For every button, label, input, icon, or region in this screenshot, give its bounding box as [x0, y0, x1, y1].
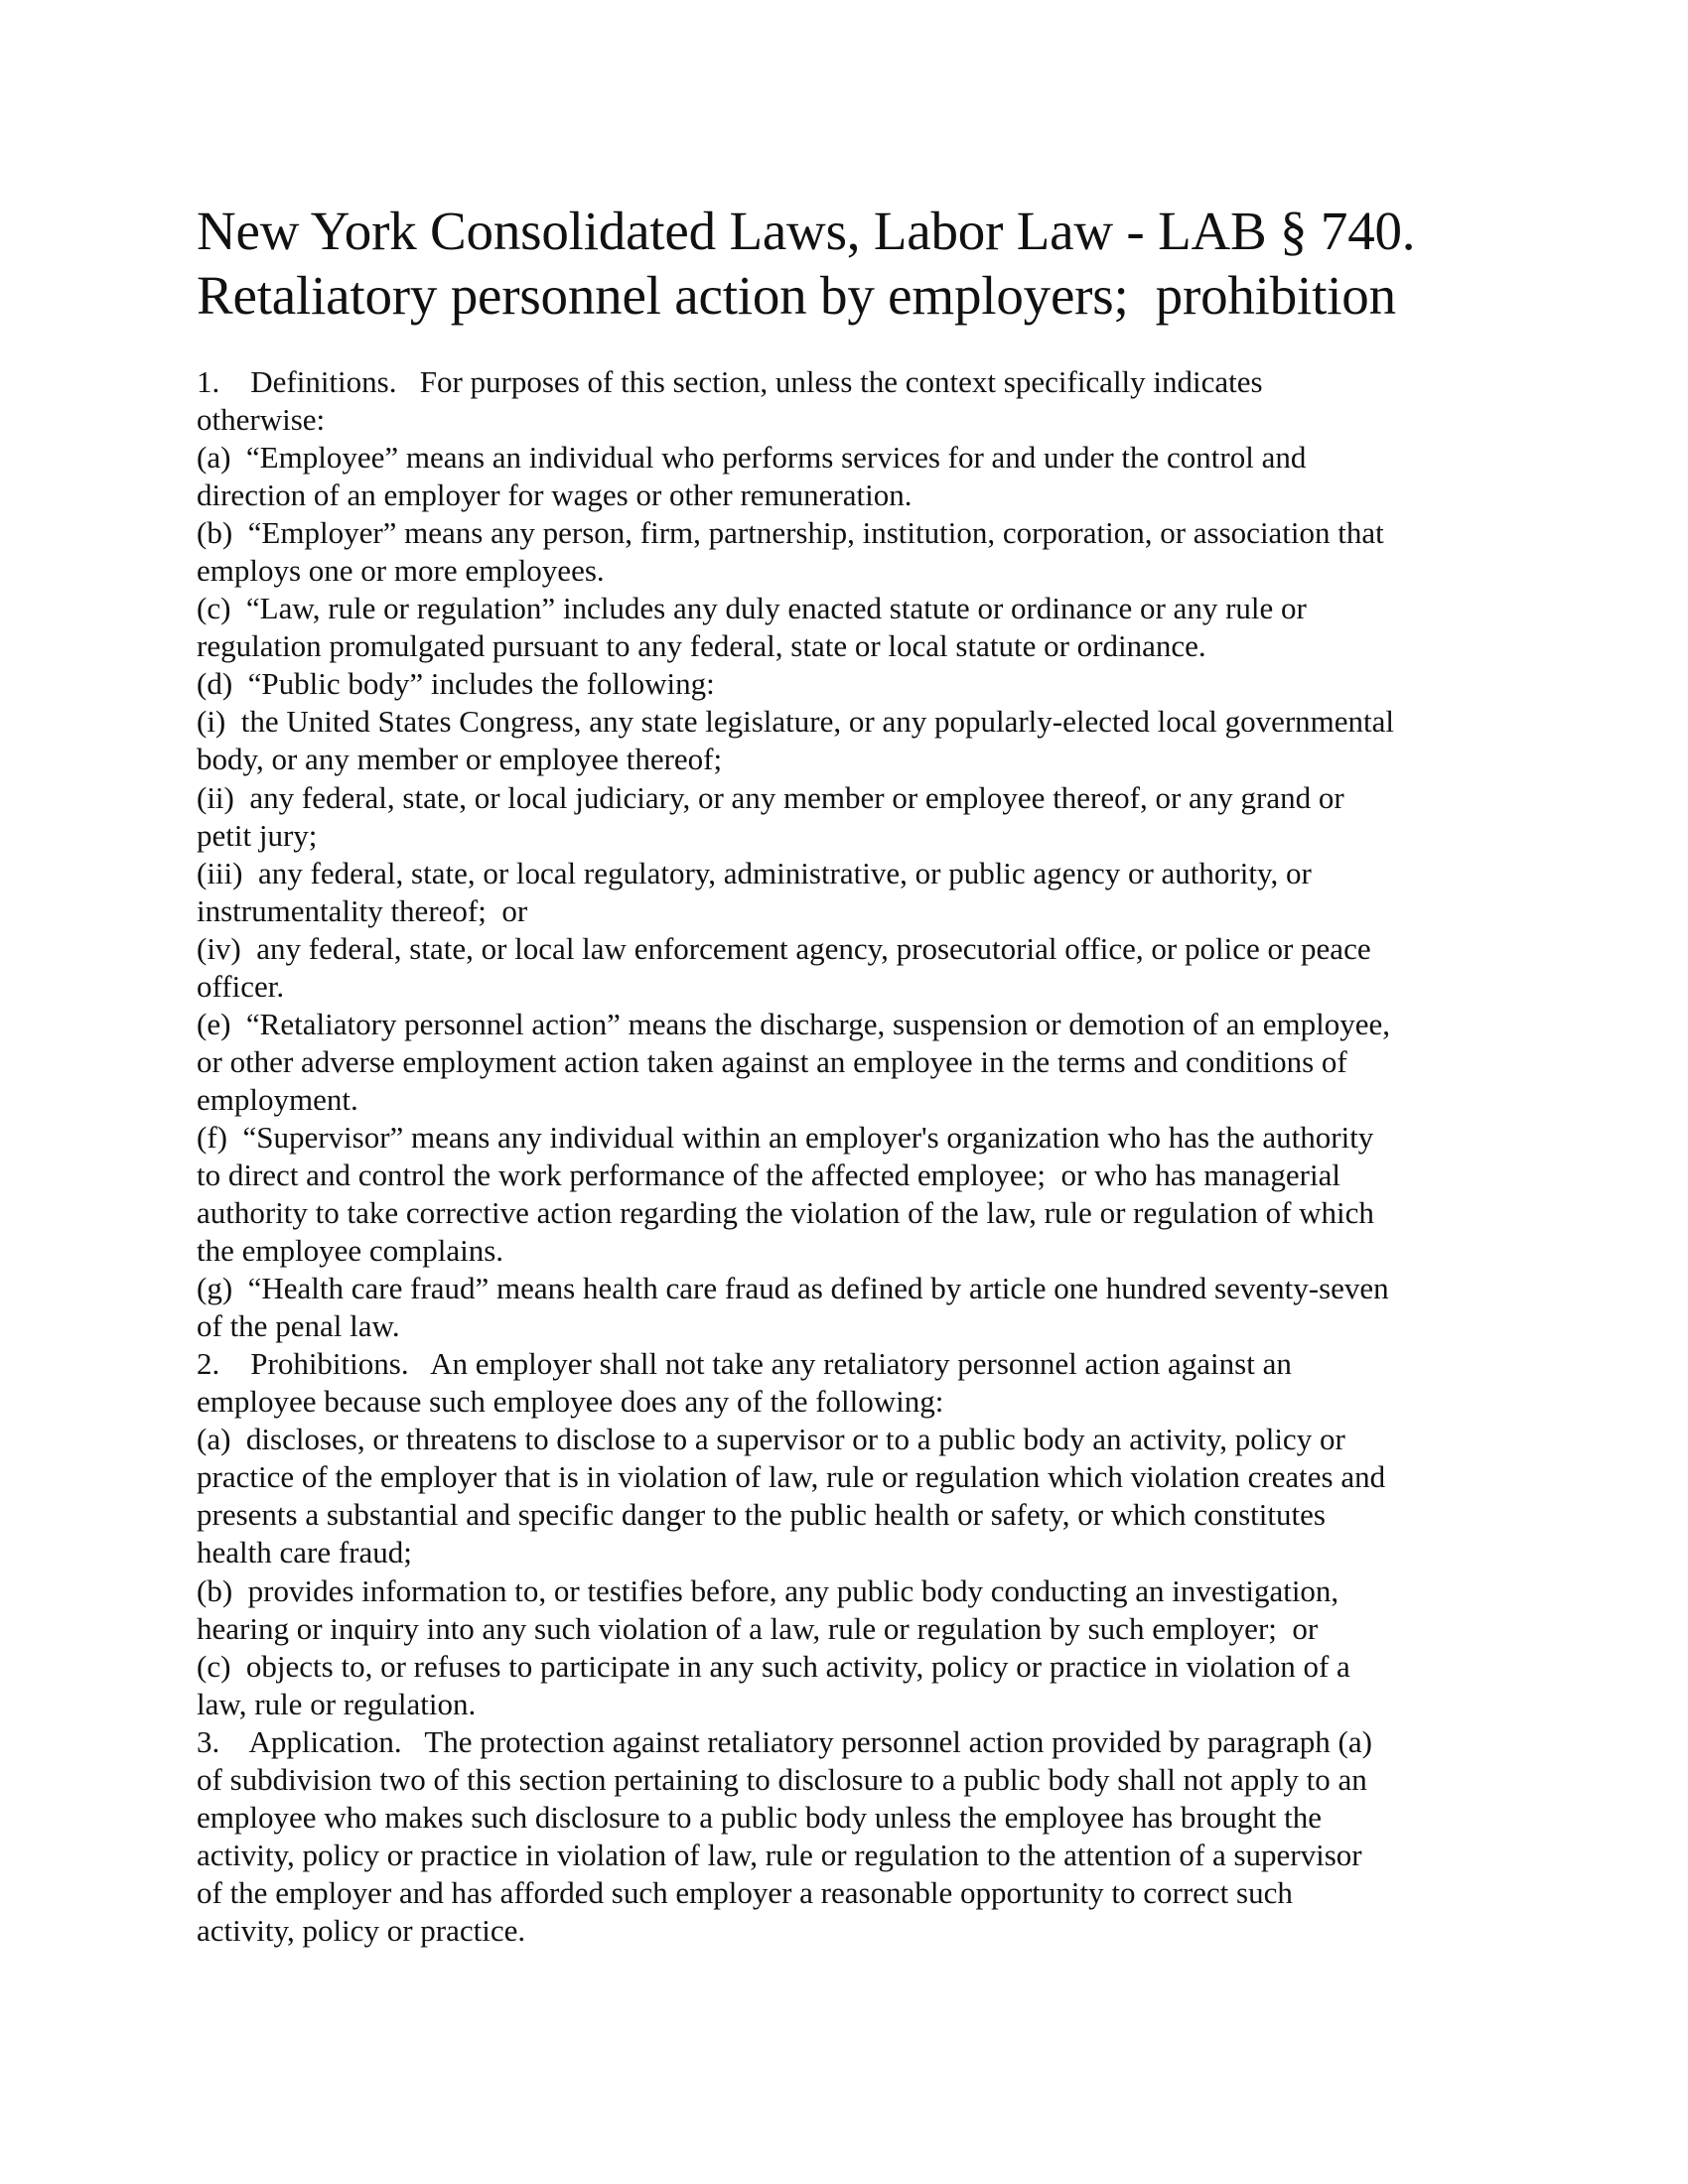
- text-line: (a) discloses, or threatens to disclose to a supervisor or to a public body an activity, policy or: [197, 1422, 1345, 1457]
- text-line: (b) “Employer” means any person, firm, partnership, institution, corporation, or association that: [197, 515, 1384, 551]
- text-line: otherwise:: [197, 402, 326, 438]
- text-line: authority to take corrective action regarding the violation of the law, rule or regulation of which: [197, 1195, 1374, 1231]
- text-line: (i) the United States Congress, any state legislature, or any popularly-elected local governmental: [197, 704, 1395, 740]
- document-title: [197, 199, 1507, 328]
- text-line: (ii) any federal, state, or local judiciary, or any member or employee thereof, or any grand or: [197, 779, 1344, 815]
- text-line: activity, policy or practice in violation of law, rule or regulation to the attention of a supervisor: [197, 1837, 1362, 1872]
- text-line: employee who makes such disclosure to a public body unless the employee has brought the: [197, 1799, 1322, 1835]
- text-line: activity, policy or practice.: [197, 1912, 526, 1948]
- text-line: 3. Application. The protection against retaliatory personnel action provided by paragraph (a): [197, 1723, 1372, 1759]
- text-line: instrumentality thereof; or: [197, 892, 528, 928]
- text-line: of the employer and has afforded such employer a reasonable opportunity to correct such: [197, 1874, 1293, 1910]
- text-line: 1. Definitions. For purposes of this section, unless the context specifically indicates: [197, 364, 1263, 399]
- text-line: health care fraud;: [197, 1535, 412, 1570]
- text-line: employment.: [197, 1081, 358, 1117]
- text-line: regulation promulgated pursuant to any federal, state or local statute or ordinance.: [197, 628, 1206, 664]
- text-line: employs one or more employees.: [197, 553, 605, 589]
- text-line: (c) “Law, rule or regulation” includes any duly enacted statute or ordinance or any rule or: [197, 591, 1307, 626]
- text-line: (f) “Supervisor” means any individual within an employer's organization who has the authority: [197, 1119, 1374, 1155]
- text-line: petit jury;: [197, 817, 318, 853]
- text-line: (e) “Retaliatory personnel action” means the discharge, suspension or demotion of an employee,: [197, 1006, 1391, 1041]
- title-line: New York Consolidated Laws, Labor Law - LAB § 740.: [197, 201, 1416, 261]
- text-line: (b) provides information to, or testifies before, any public body conducting an investigation,: [197, 1572, 1339, 1608]
- text-line: of the penal law.: [197, 1308, 400, 1344]
- text-line: officer.: [197, 968, 285, 1004]
- text-line: or other adverse employment action taken against an employee in the terms and conditions of: [197, 1043, 1347, 1079]
- text-line: the employee complains.: [197, 1233, 504, 1269]
- text-line: 2. Prohibitions. An employer shall not take any retaliatory personnel action against an: [197, 1346, 1292, 1382]
- text-line: body, or any member or employee thereof;: [197, 742, 723, 777]
- title-line: Retaliatory personnel action by employers; prohibition: [197, 265, 1396, 326]
- text-line: (d) “Public body” includes the following:: [197, 666, 715, 702]
- text-line: employee because such employee does any of the following:: [197, 1384, 944, 1420]
- text-line: presents a substantial and specific danger to the public health or safety, or which constitutes: [197, 1497, 1326, 1533]
- text-line: of subdivision two of this section pertaining to disclosure to a public body shall not apply to an: [197, 1761, 1367, 1797]
- text-line: practice of the employer that is in violation of law, rule or regulation which violation creates and: [197, 1459, 1386, 1495]
- text-line: to direct and control the work performance of the affected employee; or who has managerial: [197, 1157, 1340, 1192]
- text-line: (a) “Employee” means an individual who performs services for and under the control and: [197, 440, 1307, 476]
- statute-body: [197, 363, 1517, 1950]
- text-line: law, rule or regulation.: [197, 1686, 477, 1721]
- text-line: hearing or inquiry into any such violation of a law, rule or regulation by such employer; or: [197, 1610, 1319, 1646]
- text-line: (iv) any federal, state, or local law enforcement agency, prosecutorial office, or police or peace: [197, 930, 1371, 966]
- text-line: (c) objects to, or refuses to participate in any such activity, policy or practice in violation of a: [197, 1648, 1350, 1684]
- text-line: (iii) any federal, state, or local regulatory, administrative, or public agency or authority, or: [197, 855, 1312, 890]
- text-line: (g) “Health care fraud” means health care fraud as defined by article one hundred seventy-seven: [197, 1271, 1389, 1306]
- text-line: direction of an employer for wages or other remuneration.: [197, 478, 913, 513]
